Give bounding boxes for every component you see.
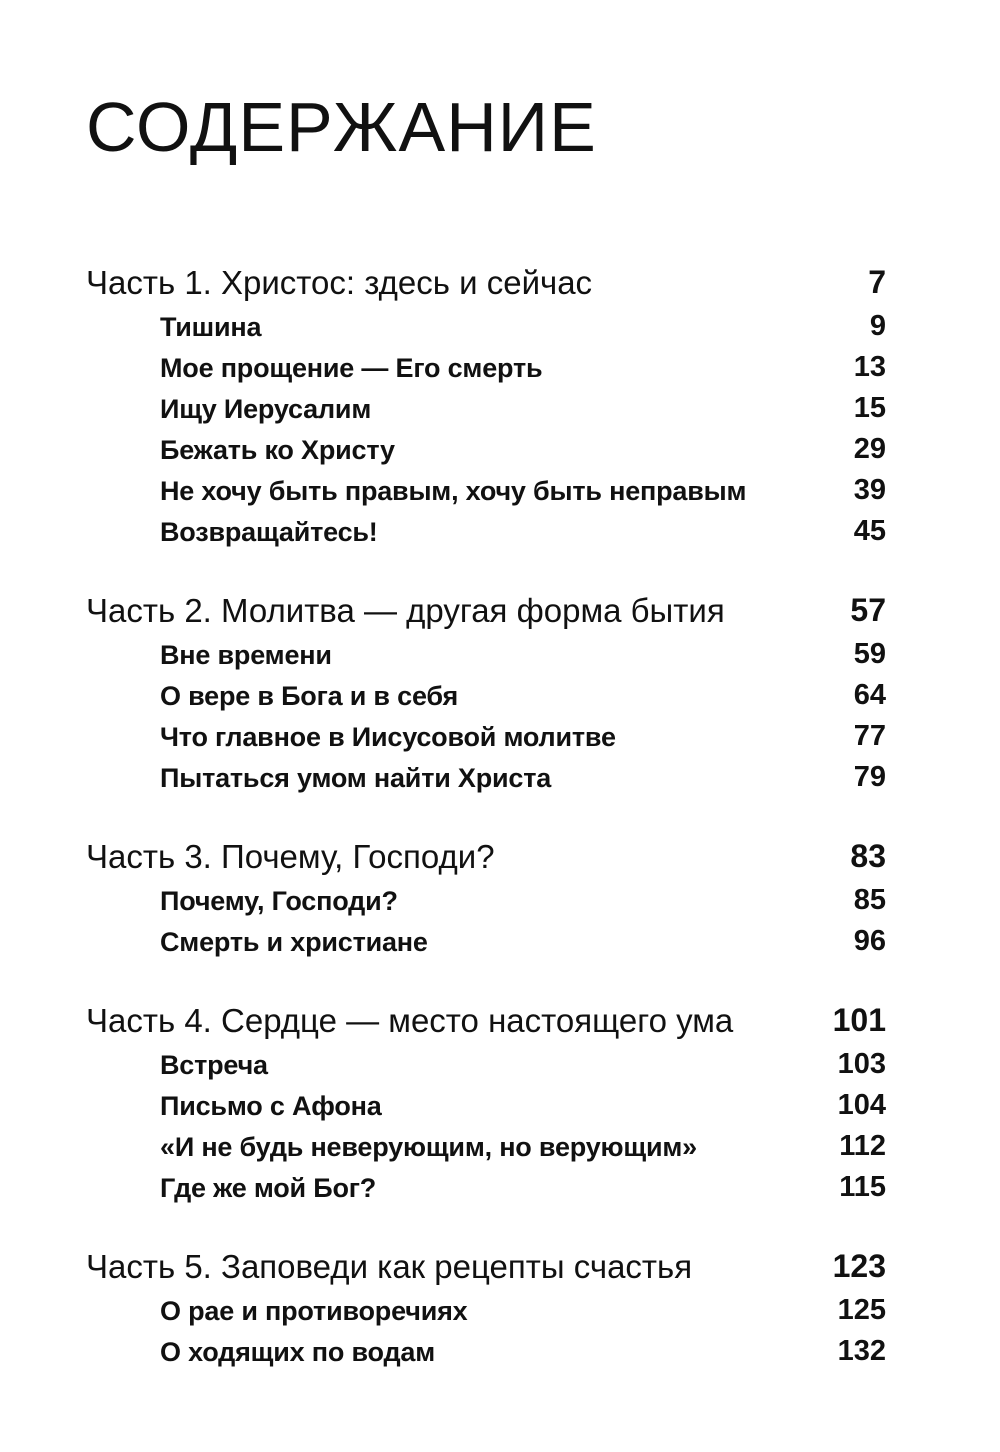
toc-chapter-row — [0, 884, 1000, 924]
toc-page-number: 125 — [837, 1294, 886, 1326]
toc-part-row — [0, 266, 1000, 306]
toc-chapter-row — [0, 720, 1000, 760]
toc-chapter-row — [0, 1294, 1000, 1334]
toc-page-number: 29 — [853, 433, 886, 465]
toc-chapter-title: «И не будь неверующим, но верующим» — [160, 1132, 697, 1162]
page-title: СОДЕРЖАНИЕ — [86, 88, 597, 166]
toc-chapter-row — [0, 351, 1000, 391]
toc-part-title: Часть 1. Христос: здесь и сейчас — [86, 264, 593, 301]
toc-chapter-title: Бежать ко Христу — [160, 435, 395, 465]
toc-chapter-title: Смерть и христиане — [160, 927, 428, 957]
toc-chapter-row — [0, 1130, 1000, 1170]
toc-page-number: 13 — [853, 351, 886, 383]
toc-page-number: 59 — [853, 638, 886, 670]
toc-chapter-title: Тишина — [160, 312, 262, 342]
toc-chapter-title: Мое прощение — Его смерть — [160, 353, 543, 383]
toc-chapter-row — [0, 925, 1000, 965]
toc-chapter-title: Что главное в Иисусовой молитве — [160, 722, 616, 752]
toc-page-number: 39 — [853, 474, 886, 506]
toc-chapter-title: Не хочу быть правым, хочу быть неправым — [160, 476, 747, 506]
toc-part-row — [0, 840, 1000, 880]
toc-chapter-title: Вне времени — [160, 640, 332, 670]
toc-chapter-row — [0, 679, 1000, 719]
toc-chapter-row — [0, 474, 1000, 514]
toc-chapter-row — [0, 638, 1000, 678]
toc-page-number: 104 — [837, 1089, 886, 1121]
toc-chapter-row — [0, 515, 1000, 555]
toc-page-number: 85 — [853, 884, 886, 916]
toc-chapter-row — [0, 1048, 1000, 1088]
toc-part-title: Часть 5. Заповеди как рецепты счастья — [86, 1248, 693, 1285]
toc-page-number: 112 — [839, 1130, 886, 1162]
toc-page-number: 15 — [853, 392, 886, 424]
toc-page-number: 9 — [869, 310, 886, 342]
toc-page-number: 115 — [839, 1171, 886, 1203]
toc-page-number: 79 — [853, 761, 886, 793]
toc-part-title: Часть 3. Почему, Господи? — [86, 838, 495, 875]
toc-page-number: 96 — [853, 925, 886, 957]
toc-page-number: 45 — [853, 515, 886, 547]
toc-page-number: 103 — [837, 1048, 886, 1080]
toc-chapter-title: Где же мой Бог? — [160, 1173, 377, 1203]
toc-chapter-row — [0, 310, 1000, 350]
toc-chapter-title: О ходящих по водам — [160, 1337, 435, 1367]
toc-chapter-row — [0, 392, 1000, 432]
toc-page-number: 57 — [850, 592, 886, 628]
toc-page-number: 64 — [853, 679, 886, 711]
toc-chapter-row — [0, 761, 1000, 801]
toc-page-number: 123 — [832, 1248, 886, 1284]
toc-part-title: Часть 2. Молитва — другая форма бытия — [86, 592, 725, 629]
toc-chapter-title: Встреча — [160, 1050, 268, 1080]
toc-page-number: 77 — [853, 720, 886, 752]
toc-chapter-row — [0, 433, 1000, 473]
toc-chapter-title: Возвращайтесь! — [160, 517, 378, 547]
toc-part-row — [0, 1004, 1000, 1044]
toc-chapter-row — [0, 1171, 1000, 1211]
toc-page-number: 132 — [837, 1335, 886, 1367]
toc-part-row — [0, 594, 1000, 634]
toc-chapter-title: О вере в Бога и в себя — [160, 681, 459, 711]
toc-page-number: 7 — [868, 264, 886, 300]
toc-chapter-row — [0, 1089, 1000, 1129]
toc-chapter-title: Ищу Иерусалим — [160, 394, 372, 424]
toc-chapter-title: О рае и противоречиях — [160, 1296, 468, 1326]
toc-part-row — [0, 1250, 1000, 1290]
toc-page-number: 101 — [832, 1002, 886, 1038]
toc-chapter-title: Почему, Господи? — [160, 886, 398, 916]
toc-chapter-title: Письмо с Афона — [160, 1091, 382, 1121]
toc-part-title: Часть 4. Сердце — место настоящего ума — [86, 1002, 734, 1039]
toc-chapter-title: Пытаться умом найти Христа — [160, 763, 552, 793]
toc-chapter-row — [0, 1335, 1000, 1375]
toc-page-number: 83 — [850, 838, 886, 874]
